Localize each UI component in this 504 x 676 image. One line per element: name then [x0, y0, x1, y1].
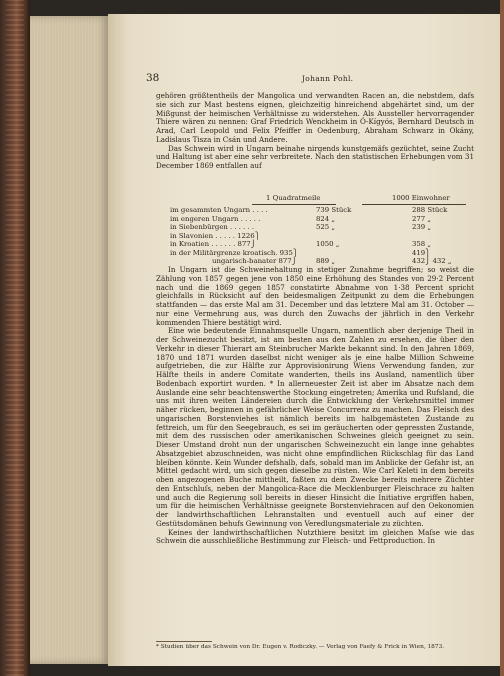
row-label: im gesammten Ungarn . . . .	[170, 206, 268, 214]
intro-text	[156, 92, 474, 171]
table-row	[156, 206, 478, 215]
page-number: 38	[146, 72, 160, 84]
row-label: in Kroatien . . . . . . 877⎭	[170, 240, 256, 249]
brace-rule	[362, 204, 466, 205]
cell-per-sqmile: 889 „	[316, 257, 335, 266]
paragraph: In Ungarn ist die Schweinehaltung in stetiger Zunahme begriffen; so weist die Zählung von 1857 gegen jene von 1850 eine Erhöhung des Standes von 29·2 Percent nach und die 1869 gegen 1857 constatirte Abnahme von 1·38 Percent spricht gleichfalls in Rücksicht auf den beidesmaligen Zeitpunkt zu dem die Erhebungen stattfanden — das erste Mal am 31. December und das letztere Mal am 31. October — nur eine Vermehrung aus, was durch den Zuwachs der jährlich in den Verkehr kommenden Thiere bestätigt wird.	[156, 265, 474, 327]
body-text	[156, 266, 474, 546]
running-head: Johann Pohl.	[302, 74, 354, 83]
paragraph: Das Schwein wird in Ungarn beinahe nirgends kunstgemäfs gezüchtet, seine Zucht und Haltung ist aber eine sehr verbreitete. Nach den statistischen Erhebungen vom 31 December 1869 entfallen auf	[156, 143, 474, 170]
cell-per-sqmile: 525 „	[316, 223, 335, 232]
column-header: 1000 Einwohner	[392, 194, 450, 202]
book-binding	[0, 0, 30, 676]
column-header: 1 Quadratmeile	[266, 194, 321, 202]
statistics-table	[156, 194, 478, 266]
row-label: ungarisch-banater 877⎭	[212, 257, 297, 266]
table-row	[156, 249, 478, 258]
table-row	[156, 240, 478, 249]
footnote: * Studien über das Schwein von Dr. Eugen v. Rodiczky. — Verlag von Faefy & Frick in Wien, 1873.	[156, 644, 445, 650]
paragraph: gehören größtentheils der Mangolica und verwandten Racen an, die nebstdem, dafs sie sich zur Mast bestens eignen, gleichzeitig hinreichend abgehärtet sind, um der Mißgunst der heimischen Verhältnisse zu widerstehen. Als Aussteller hervorragender Thiere wären zu nennen: Graf Friedrich Wenckheim in Ó-Kígyós, Bernhard Deutsch in Arad, Carl Leopold und Felix Pfeiffer in Oedenburg, Abraham Schwarz in Okány, Ladislaus Tisza in Csán und Andere.	[156, 91, 474, 144]
page-edges	[30, 16, 110, 664]
cell-per-1000: 432⎭ 432 „	[412, 257, 452, 266]
cell-per-sqmile: 1050 „	[316, 240, 340, 249]
brace-rule	[252, 204, 336, 205]
book-page	[108, 14, 504, 666]
paragraph: Eine wie bedeutende Einnahmsquelle Ungarn, namentlich aber derjenige Theil in der Schweinezucht besitzt, ist am besten aus den Zahlen zu ersehen, die über den Verkehr in dieser Thierart am Steinbrucher Markte bekannt sind. In den Jahren 1869, 1870 und 1871 wurden daselbst nicht weniger als je eine halbe Million Schweine aufgetrieben, die zur Hälfte zur Approvisionirung Wiens Verwendung fanden, zur Hälfte theils in andere Comitate wanderten, theils ins Ausland, namentlich über Bodenbach exportirt wurden. * In allerneuester Zeit ist aber im Absatze nach dem Auslande eine sehr beachtenswerthe Stockung eingetreten; Amerika und Rufsland, die uns mit ihren weiten Ländereien durch die Entwicklung der Verkehrsmittel immer näher rücken, beginnen in gefährlicher Weise Concurrenz zu machen. Das Fleisch des ungarischen Borstenviehes ist nämlich bereits im halbgemästeten Zustande zu fettreich, um für den Seegebrauch, es sei im geräucherten oder gepressten Zustande, mit dem des russischen oder amerikanischen Schweines gleich geeignet zu sein. Dieser Umstand droht nun der ungarischen Schweinezucht ein lange inne gehabtes Absatzgebiet abzuschneiden, was nicht ohne empfindlichen Rückschlag für das Land bleiben könnte. Kein Wunder defshalb, dafs, sobald man im Anblicke der Gefahr ist, an Mittel gedacht wird, um sich gegen dieselbe zu rüsten. Wie Carl Keleti in dem bereits oben angezogenen Buche mittheilt, faßten zu dem Zwecke bereits mehrere Züchter den Entschluſs, neben der Mangolica-Race die Mecklenburger Fleischrace zu halten und auch die Regierung soll bereits in dieser Hinsicht die Initiative ergriffen haben, um für die heimischen Verhältnisse geeignete Borstenviehracen auf den Oekonomien der landwirthschaftlichen Lehranstalten und eventuell auch auf einer der Gestütsdomänen behufs Gewinnung von Veredlungsmateriale zu züchten.	[156, 326, 474, 528]
footnote-rule	[156, 641, 212, 642]
row-label: in Slavonien . . . . . 1226⎫	[170, 231, 260, 240]
cell-per-1000: 277 „	[412, 214, 431, 223]
cell-per-1000: 358 „	[412, 240, 431, 249]
table-header	[156, 194, 478, 206]
cell-per-1000: 288 Stück	[412, 206, 448, 214]
table-row	[156, 223, 478, 232]
cover-edge	[500, 0, 504, 676]
cell-per-sqmile: 824 „	[316, 214, 335, 223]
row-label: im engeren Ungarn . . . . .	[170, 214, 261, 223]
table-row	[156, 215, 478, 224]
cell-per-1000: 419⎫	[412, 248, 431, 257]
paragraph: Keines der landwirthschaftlichen Nutzthiere besitzt im gleichen Maſse wie das Schwein die ausschließliche Bestimmung zur Fleisch- und Fettproduction. In	[156, 527, 474, 546]
row-label: in der Militärgrenze kroatisch. 935⎫	[170, 248, 298, 257]
cell-per-1000: 239 „	[412, 223, 431, 232]
table-row	[156, 232, 478, 241]
cell-per-sqmile: 739 Stück	[316, 206, 352, 214]
row-label: in Siebenbürgen . . . . . .	[170, 223, 255, 232]
page-header	[146, 72, 486, 86]
